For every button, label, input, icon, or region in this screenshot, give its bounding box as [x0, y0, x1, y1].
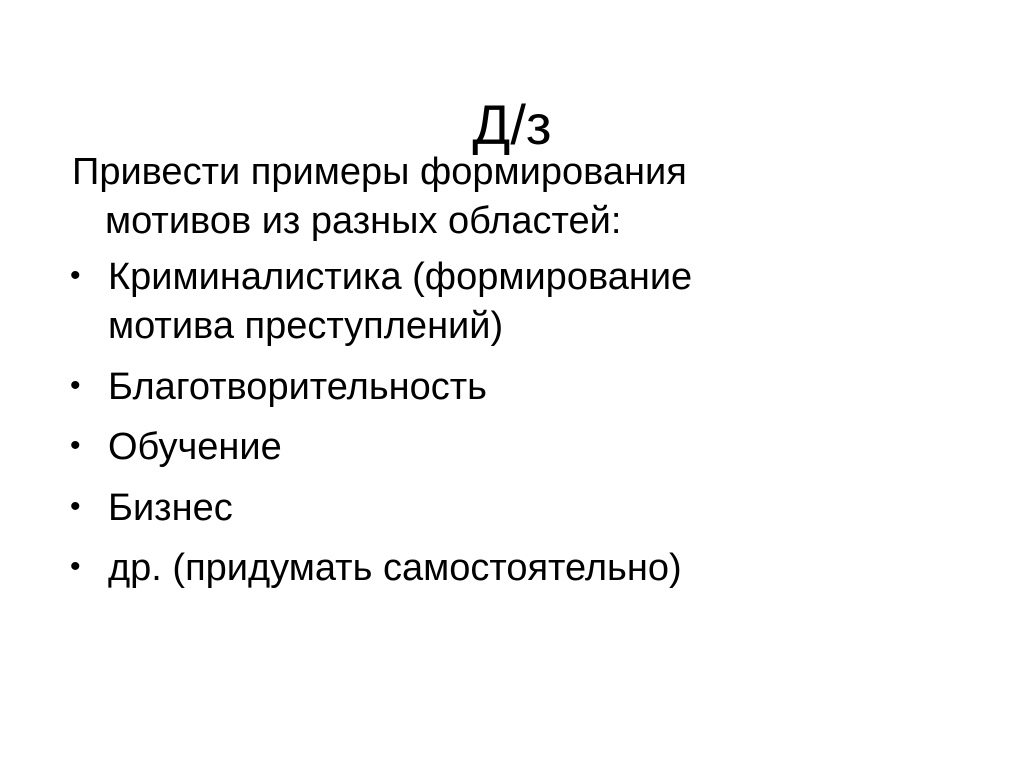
- bullet-icon: •: [70, 550, 81, 584]
- bullet-list: [62, 253, 962, 593]
- list-item-label: Благотворительность: [108, 365, 487, 408]
- list-item: [62, 484, 938, 533]
- slide-body: [62, 148, 962, 605]
- page-title: Д/з: [472, 92, 552, 156]
- list-item: [62, 253, 938, 350]
- list-item: [62, 363, 938, 412]
- list-item: [62, 423, 938, 472]
- lead-paragraph: [62, 148, 862, 245]
- bullet-icon: •: [70, 259, 81, 293]
- list-item-label: др. (придумать самостоятельно): [108, 547, 682, 590]
- lead-line-2: мотивов из разных областей:: [105, 199, 622, 242]
- list-item-label: Обучение: [108, 426, 282, 469]
- list-item: [62, 544, 938, 593]
- list-item-label-cont: мотива преступлений): [108, 304, 504, 347]
- list-item-label: Криминалистика (формирование: [108, 256, 693, 299]
- lead-line-1: Привести примеры формирования: [72, 151, 687, 193]
- bullet-icon: •: [70, 489, 81, 523]
- bullet-icon: •: [70, 368, 81, 402]
- list-item-label: Бизнес: [108, 486, 233, 529]
- bullet-icon: •: [70, 429, 81, 463]
